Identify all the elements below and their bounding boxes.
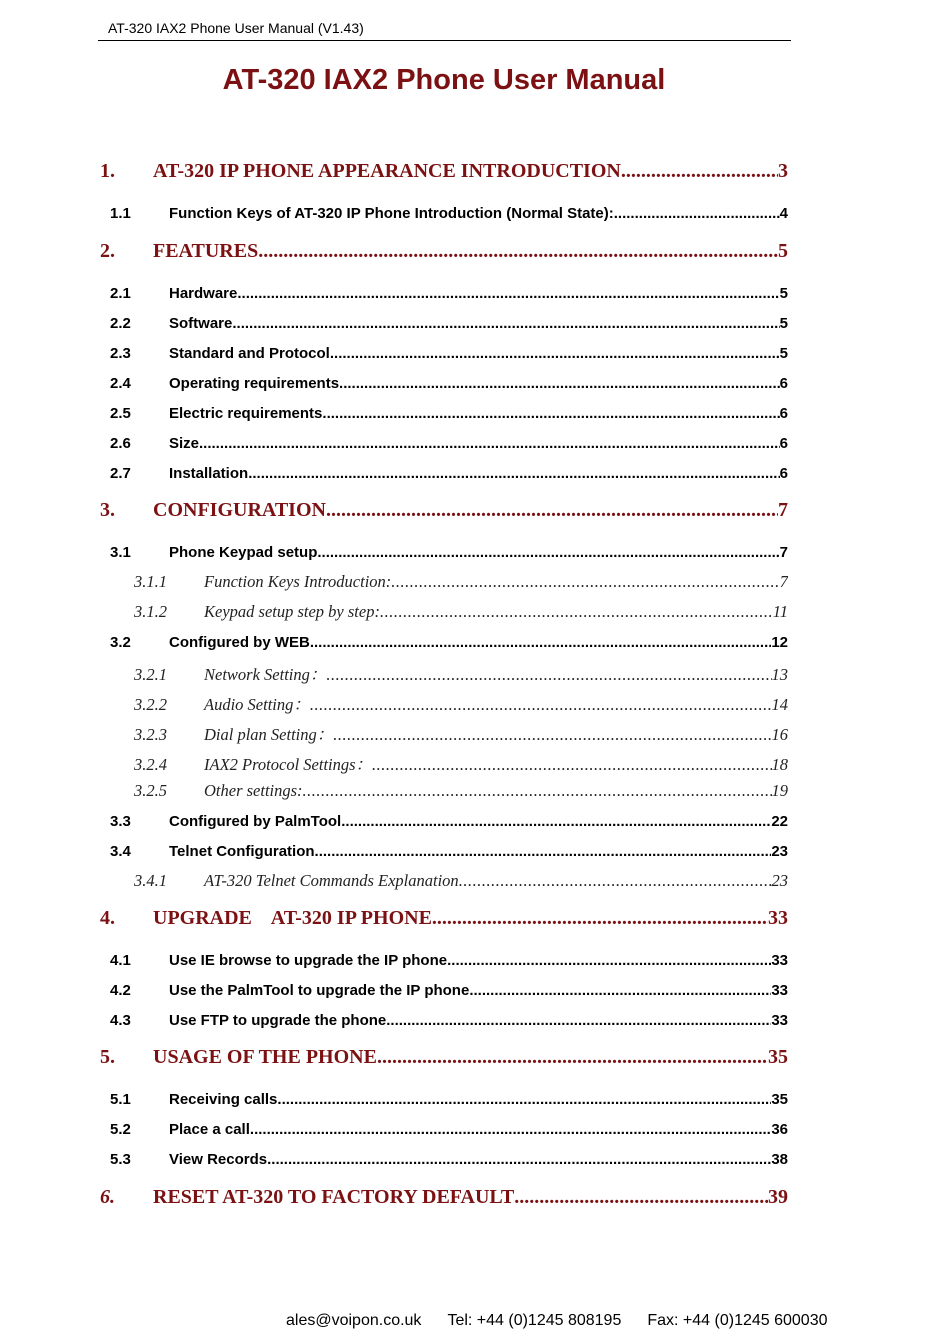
toc-leader [372, 755, 771, 775]
toc-number: 5. [100, 1046, 115, 1068]
toc-leader [310, 634, 771, 651]
toc-number: 3.2.2 [134, 695, 167, 714]
toc-leader [322, 405, 779, 422]
toc-label: View Records [169, 1151, 268, 1168]
toc-number: 2. [100, 240, 115, 262]
toc-page: 33 [771, 952, 788, 969]
toc-number: 5.3 [110, 1151, 131, 1168]
toc-number: 4.1 [110, 952, 131, 969]
toc-number: 2.2 [110, 315, 131, 332]
toc-page: 13 [771, 665, 788, 684]
toc-number: 3.1.2 [134, 602, 167, 621]
toc-label: RESET AT-320 TO FACTORY DEFAULT [153, 1186, 515, 1208]
toc-number: 3.1.1 [134, 572, 167, 591]
toc-entry-2-2[interactable] [110, 315, 788, 332]
toc-entry-3-2-1[interactable] [134, 661, 788, 685]
toc-page: 11 [772, 602, 788, 621]
toc-number: 2.1 [110, 285, 131, 302]
toc-label: FEATURES [153, 240, 259, 262]
toc-entry-3-4-1[interactable] [134, 871, 788, 891]
toc-page: 5 [778, 240, 788, 262]
toc-page: 5 [779, 285, 788, 302]
toc-page: 6 [779, 405, 788, 422]
toc-label: Keypad setup step by step: [204, 602, 380, 621]
toc-number: 2.5 [110, 405, 131, 422]
toc-entry-3-2[interactable] [110, 634, 788, 651]
toc-entry-3-2-5[interactable] [134, 781, 788, 801]
toc-page: 19 [771, 781, 788, 800]
toc-leader [310, 695, 772, 715]
toc-label: CONFIGURATION [153, 499, 326, 521]
toc-leader [386, 1012, 771, 1029]
toc-number: 6. [100, 1186, 115, 1208]
toc-number: 3.1 [110, 544, 131, 561]
toc-leader [315, 843, 772, 860]
toc-number: 3.2.1 [134, 665, 167, 684]
toc-leader [317, 544, 779, 561]
toc-label: AT-320 Telnet Commands Explanation [204, 871, 459, 890]
toc-label: UPGRADE AT-320 IP PHONE [153, 907, 432, 929]
toc-entry-5[interactable] [100, 1046, 788, 1069]
toc-leader [514, 1186, 768, 1209]
toc-page: 33 [771, 982, 788, 999]
toc-leader [339, 375, 780, 392]
toc-label: Network Setting： [204, 665, 327, 684]
toc-page: 14 [771, 695, 788, 714]
toc-number: 3.4.1 [134, 871, 167, 890]
footer-email[interactable]: ales@voipon.co.uk [286, 1312, 422, 1329]
toc-leader [277, 1091, 771, 1108]
toc-label: Software [169, 315, 233, 332]
toc-page: 5 [779, 345, 788, 362]
toc-leader [237, 285, 779, 302]
toc-entry-3-1-2[interactable] [134, 602, 788, 622]
toc-entry-1[interactable] [100, 160, 788, 183]
toc-number: 3.2.5 [134, 781, 167, 800]
toc-number: 5.2 [110, 1121, 131, 1138]
toc-number: 5.1 [110, 1091, 131, 1108]
toc-leader [432, 907, 768, 930]
toc-leader [391, 572, 779, 592]
toc-label: Function Keys Introduction: [204, 572, 392, 591]
toc-label: Hardware [169, 285, 238, 302]
toc-label: Phone Keypad setup [169, 544, 318, 561]
toc-number: 2.6 [110, 435, 131, 452]
toc-entry-2-4[interactable] [110, 375, 788, 392]
toc-label: IAX2 Protocol Settings： [204, 755, 373, 774]
toc-number: 3.3 [110, 813, 131, 830]
toc-page: 3 [778, 160, 788, 182]
toc-page: 16 [771, 725, 788, 744]
toc-page: 35 [771, 1091, 788, 1108]
toc-label: Configured by WEB [169, 634, 310, 651]
toc-entry-2-7[interactable] [110, 465, 788, 482]
toc-entry-3-4[interactable] [110, 843, 788, 860]
toc-leader [326, 665, 771, 685]
toc-page: 18 [771, 755, 788, 774]
toc-entry-2-5[interactable] [110, 405, 788, 422]
toc-number: 3.2.3 [134, 725, 167, 744]
toc-label: Receiving calls [169, 1091, 278, 1108]
toc-leader [621, 160, 778, 183]
toc-entry-3-1[interactable] [110, 544, 788, 561]
toc-number: 3.2 [110, 634, 131, 651]
toc-page: 39 [768, 1186, 788, 1208]
toc-entry-3-2-3[interactable] [134, 721, 788, 745]
toc-entry-2-3[interactable] [110, 345, 788, 362]
toc-leader [614, 205, 780, 222]
toc-label: Function Keys of AT-320 IP Phone Introduction (Normal State): [169, 205, 614, 222]
header-divider [98, 40, 791, 41]
toc-page: 5 [779, 315, 788, 332]
toc-label: Audio Setting： [204, 695, 310, 714]
toc-entry-3-2-2[interactable] [134, 691, 788, 715]
toc-page: 7 [779, 544, 788, 561]
page-footer [286, 1312, 854, 1330]
toc-page: 7 [779, 572, 788, 591]
toc-number: 3.4 [110, 843, 131, 860]
toc-label: AT-320 IP PHONE APPEARANCE INTRODUCTION [153, 160, 621, 182]
toc-leader [232, 315, 779, 332]
toc-label: Dial plan Setting： [204, 725, 334, 744]
toc-page: 6 [779, 375, 788, 392]
document-title: AT-320 IAX2 Phone User Manual [222, 64, 666, 96]
toc-label: Size [169, 435, 200, 452]
toc-leader [248, 465, 779, 482]
toc-entry-2-6[interactable] [110, 435, 788, 452]
running-header: AT-320 IAX2 Phone User Manual (V1.43) [108, 20, 364, 36]
toc-entry-3-3[interactable] [110, 813, 788, 830]
toc-label: Electric requirements [169, 405, 323, 422]
toc-entry-6[interactable] [100, 1186, 788, 1209]
toc-leader [447, 952, 771, 969]
toc-page: 6 [779, 465, 788, 482]
toc-leader [267, 1151, 771, 1168]
toc-label: Place a call [169, 1121, 250, 1138]
toc-page: 7 [778, 499, 788, 521]
toc-label: Standard and Protocol [169, 345, 330, 362]
toc-entry-4-2[interactable] [110, 982, 788, 999]
toc-label: Use the PalmTool to upgrade the IP phone [169, 982, 470, 999]
toc-entry-3-2-4[interactable] [134, 751, 788, 775]
toc-number: 2.3 [110, 345, 131, 362]
toc-page: 23 [771, 843, 788, 860]
toc-entry-5-2[interactable] [110, 1121, 788, 1138]
toc-page: 22 [771, 813, 788, 830]
toc-entry-4[interactable] [100, 907, 788, 930]
toc-number: 1. [100, 160, 115, 182]
toc-page: 35 [768, 1046, 788, 1068]
toc-leader [380, 602, 773, 622]
toc-leader [303, 781, 772, 801]
toc-entry-1-1[interactable] [110, 205, 788, 222]
toc-entry-4-3[interactable] [110, 1012, 788, 1029]
toc-page: 33 [771, 1012, 788, 1029]
toc-label: Use IE browse to upgrade the IP phone [169, 952, 448, 969]
toc-leader [250, 1121, 771, 1138]
footer-tel: Tel: +44 (0)1245 808195 [447, 1312, 622, 1329]
toc-label: Other settings: [204, 781, 303, 800]
toc-number: 4. [100, 907, 115, 929]
toc-page: 33 [768, 907, 788, 929]
toc-label: Configured by PalmTool [169, 813, 342, 830]
toc-entry-4-1[interactable] [110, 952, 788, 969]
toc-entry-3[interactable] [100, 499, 788, 522]
toc-label: Use FTP to upgrade the phone [169, 1012, 387, 1029]
toc-leader [326, 499, 778, 522]
toc-label: USAGE OF THE PHONE [153, 1046, 377, 1068]
toc-leader [377, 1046, 768, 1069]
toc-entry-5-1[interactable] [110, 1091, 788, 1108]
toc-leader [330, 345, 780, 362]
toc-number: 4.2 [110, 982, 131, 999]
toc-page: 12 [771, 634, 788, 651]
toc-page: 38 [771, 1151, 788, 1168]
toc-number: 3.2.4 [134, 755, 167, 774]
footer-fax: Fax: +44 (0)1245 600030 [647, 1312, 828, 1329]
toc-entry-2[interactable] [100, 240, 788, 263]
toc-label: Operating requirements [169, 375, 340, 392]
toc-number: 2.4 [110, 375, 131, 392]
toc-page: 36 [771, 1121, 788, 1138]
toc-number: 3. [100, 499, 115, 521]
toc-number: 4.3 [110, 1012, 131, 1029]
toc-leader [469, 982, 771, 999]
toc-leader [258, 240, 778, 263]
toc-number: 2.7 [110, 465, 131, 482]
toc-number: 1.1 [110, 205, 131, 222]
toc-leader [459, 871, 772, 891]
toc-page: 6 [779, 435, 788, 452]
toc-label: Installation [169, 465, 249, 482]
toc-leader [333, 725, 771, 745]
toc-page: 4 [779, 205, 788, 222]
toc-leader [199, 435, 780, 452]
toc-entry-2-1[interactable] [110, 285, 788, 302]
toc-entry-3-1-1[interactable] [134, 572, 788, 592]
toc-page: 23 [771, 871, 788, 890]
toc-entry-5-3[interactable] [110, 1151, 788, 1168]
toc-leader [341, 813, 771, 830]
toc-label: Telnet Configuration [169, 843, 315, 860]
